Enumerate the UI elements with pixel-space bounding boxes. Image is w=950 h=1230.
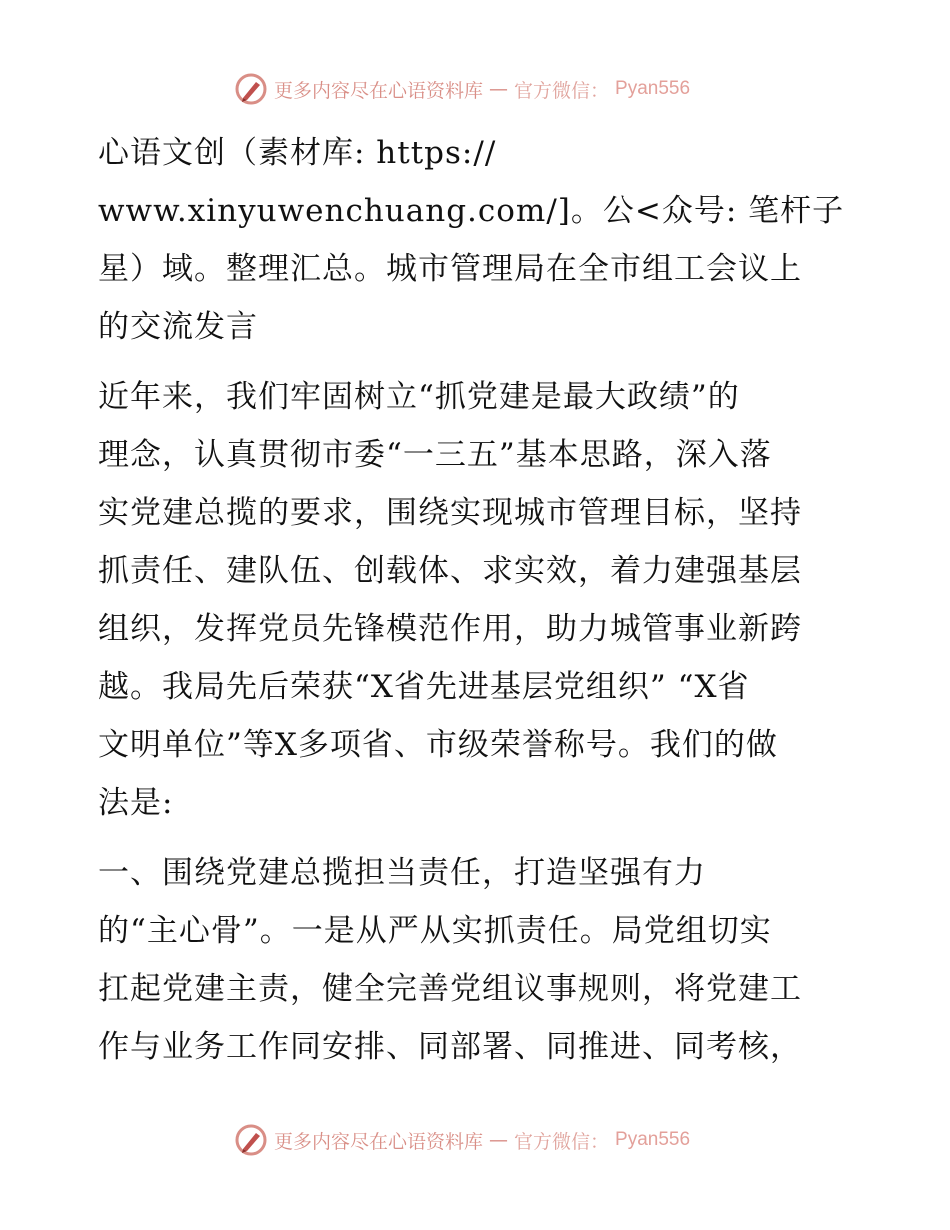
watermark-brand: 更多内容尽在心语资料库	[274, 79, 484, 102]
watermark-separator: —	[489, 1129, 509, 1151]
text-line: 的“主心骨”。一是从严从实抓责任。局党组切实	[98, 913, 772, 949]
pen-logo-icon	[234, 72, 268, 106]
text-line: 一、围绕党建总揽担当责任，打造坚强有力	[98, 855, 706, 891]
text-line: www.xinyuwenchuang.com/]。公<众号: 笔杆子	[98, 193, 845, 229]
document-body	[98, 124, 858, 1088]
text-line: 文明单位”等X多项省、市级荣誉称号。我们的做	[98, 727, 778, 763]
paragraph-header-note	[98, 124, 858, 356]
pen-logo-icon	[234, 1123, 268, 1157]
paragraph-section-one	[98, 844, 858, 1076]
watermark-wechat-id: Pyan556	[615, 78, 691, 99]
watermark-header	[234, 71, 754, 107]
watermark-footer	[234, 1122, 754, 1158]
watermark-wechat-label: 官方微信：	[514, 79, 610, 102]
text-line: 实党建总揽的要求，围绕实现城市管理目标，坚持	[98, 495, 802, 531]
watermark-separator: —	[489, 78, 509, 100]
text-line: 越。我局先后荣获“X省先进基层党组织” “X省	[98, 669, 750, 705]
text-line: 法是:	[98, 785, 174, 821]
text-line: 抓责任、建队伍、创载体、求实效，着力建强基层	[98, 553, 802, 589]
watermark-wechat-label: 官方微信：	[514, 1130, 610, 1153]
text-line: 组织，发挥党员先锋模范作用，助力城管事业新跨	[98, 611, 802, 647]
text-line: 近年来，我们牢固树立“抓党建是最大政绩”的	[98, 379, 740, 415]
watermark-wechat-id: Pyan556	[615, 1129, 691, 1150]
text-line: 星）域。整理汇总。城市管理局在全市组工会议上	[98, 251, 802, 287]
paragraph-intro	[98, 368, 858, 832]
text-line: 心语文创（素材库: https://	[98, 135, 497, 171]
watermark-brand: 更多内容尽在心语资料库	[274, 1130, 484, 1153]
text-line: 的交流发言	[98, 309, 258, 345]
text-line: 理念，认真贯彻市委“一三五”基本思路，深入落	[98, 437, 772, 473]
text-line: 扛起党建主责，健全完善党组议事规则，将党建工	[98, 971, 802, 1007]
text-line: 作与业务工作同安排、同部署、同推进、同考核，	[98, 1029, 802, 1065]
